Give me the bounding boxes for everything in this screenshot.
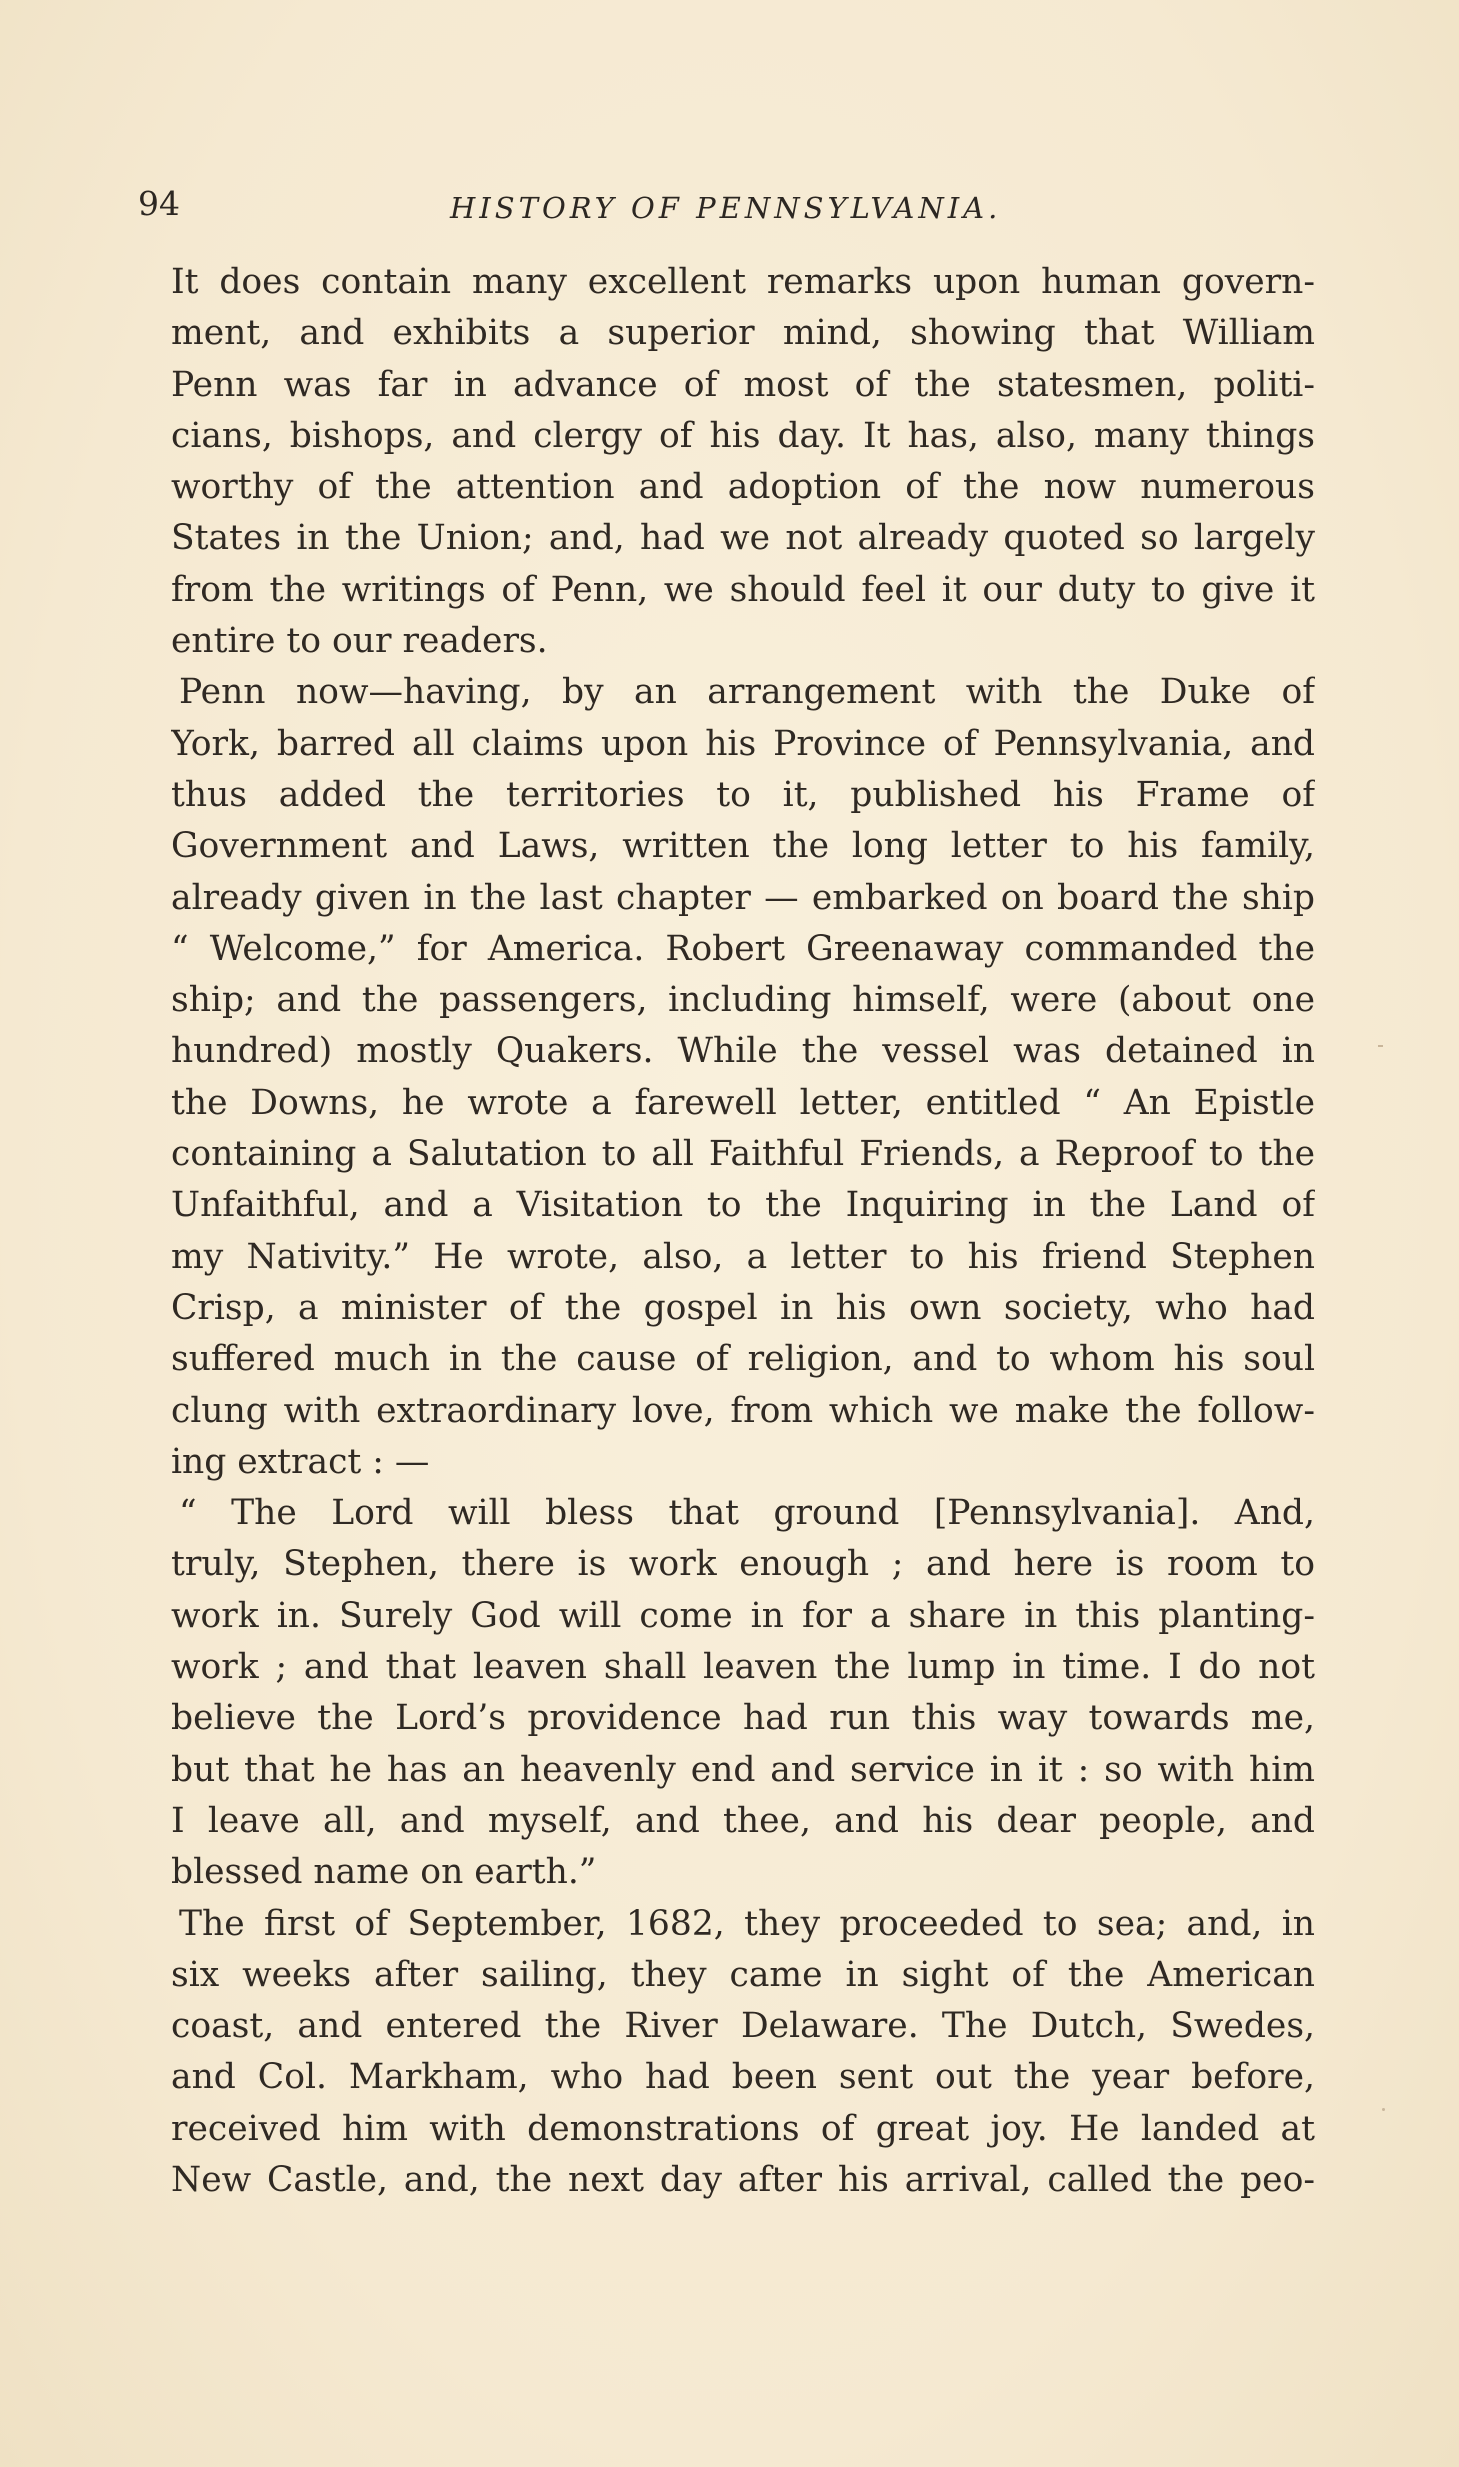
text-line: Unfaithful, and a Visitation to the Inquiring in the Land of (171, 1185, 1315, 1226)
quoted-text-line: believe the Lord’s providence had run this way towards me, (171, 1698, 1315, 1739)
text-line: clung with extraordinary love, from which we make the follow- (171, 1390, 1315, 1431)
text-line: coast, and entered the River Delaware. The Dutch, Swedes, (171, 2006, 1315, 2047)
text-line: “ Welcome,” for America. Robert Greenaway commanded the (171, 928, 1315, 969)
text-line: thus added the territories to it, published his Frame of (171, 774, 1315, 815)
text-line: Government and Laws, written the long letter to his family, (171, 826, 1315, 867)
text-line: containing a Salutation to all Faithful Friends, a Reproof to the (171, 1134, 1315, 1175)
text-line: six weeks after sailing, they came in sight of the American (171, 1954, 1315, 1995)
text-line: States in the Union; and, had we not already quoted so largely (171, 518, 1315, 559)
quoted-text-line: I leave all, and myself, and thee, and his dear people, and (171, 1800, 1315, 1841)
text-line: Penn now—having, by an arrangement with the Duke of (179, 672, 1315, 713)
text-line: already given in the last chapter — embarked on board the ship (171, 877, 1315, 918)
running-title: HISTORY OF PENNSYLVANIA. (450, 191, 1002, 225)
text-line: received him with demonstrations of great joy. He landed at (171, 2108, 1315, 2149)
text-line: Penn was far in advance of most of the statesmen, politi- (171, 364, 1315, 405)
text-line: worthy of the attention and adoption of the now numerous (171, 467, 1315, 508)
text-line: New Castle, and, the next day after his arrival, called the peo- (171, 2159, 1315, 2200)
text-line: ing extract : — (171, 1441, 430, 1482)
text-line: York, barred all claims upon his Province of Pennsylvania, and (171, 723, 1315, 764)
text-line: from the writings of Penn, we should feel it our duty to give it (171, 569, 1315, 610)
text-line: It does contain many excellent remarks upon human govern- (171, 262, 1315, 302)
text-line: Crisp, a minister of the gospel in his own society, who had (171, 1287, 1315, 1328)
page-header (138, 180, 1330, 236)
quoted-text-line: “ The Lord will bless that ground [Pennsylvania]. And, (179, 1493, 1315, 1534)
text-line: suffered much in the cause of religion, and to whom his soul (171, 1339, 1315, 1380)
text-line: entire to our readers. (171, 621, 548, 662)
text-line: The first of September, 1682, they proceeded to sea; and, in (179, 1903, 1315, 1944)
quoted-text-line: work in. Surely God will come in for a share in this planting- (171, 1595, 1315, 1636)
text-line: and Col. Markham, who had been sent out the year before, (171, 2057, 1315, 2098)
margin-mark (1378, 1045, 1383, 1047)
text-line: ment, and exhibits a superior mind, showing that William (171, 313, 1315, 354)
quoted-text-line: but that he has an heavenly end and service in it : so with him (171, 1749, 1315, 1790)
text-line: the Downs, he wrote a farewell letter, entitled “ An Epistle (171, 1082, 1315, 1123)
page-number: 94 (138, 184, 180, 223)
text-line: hundred) mostly Quakers. While the vessel was detained in (171, 1031, 1315, 1072)
text-line: my Nativity.” He wrote, also, a letter to his friend Stephen (171, 1236, 1315, 1277)
quoted-text-line: truly, Stephen, there is work enough ; and here is room to (171, 1544, 1315, 1585)
quoted-text-line: blessed name on earth.” (171, 1852, 597, 1893)
paper-speck (1382, 2108, 1385, 2111)
text-line: ship; and the passengers, including himself, were (about one (171, 980, 1315, 1021)
body-text (171, 257, 1315, 2206)
quoted-text-line: work ; and that leaven shall leaven the lump in time. I do not (171, 1647, 1315, 1688)
text-line: cians, bishops, and clergy of his day. It has, also, many things (171, 415, 1315, 456)
